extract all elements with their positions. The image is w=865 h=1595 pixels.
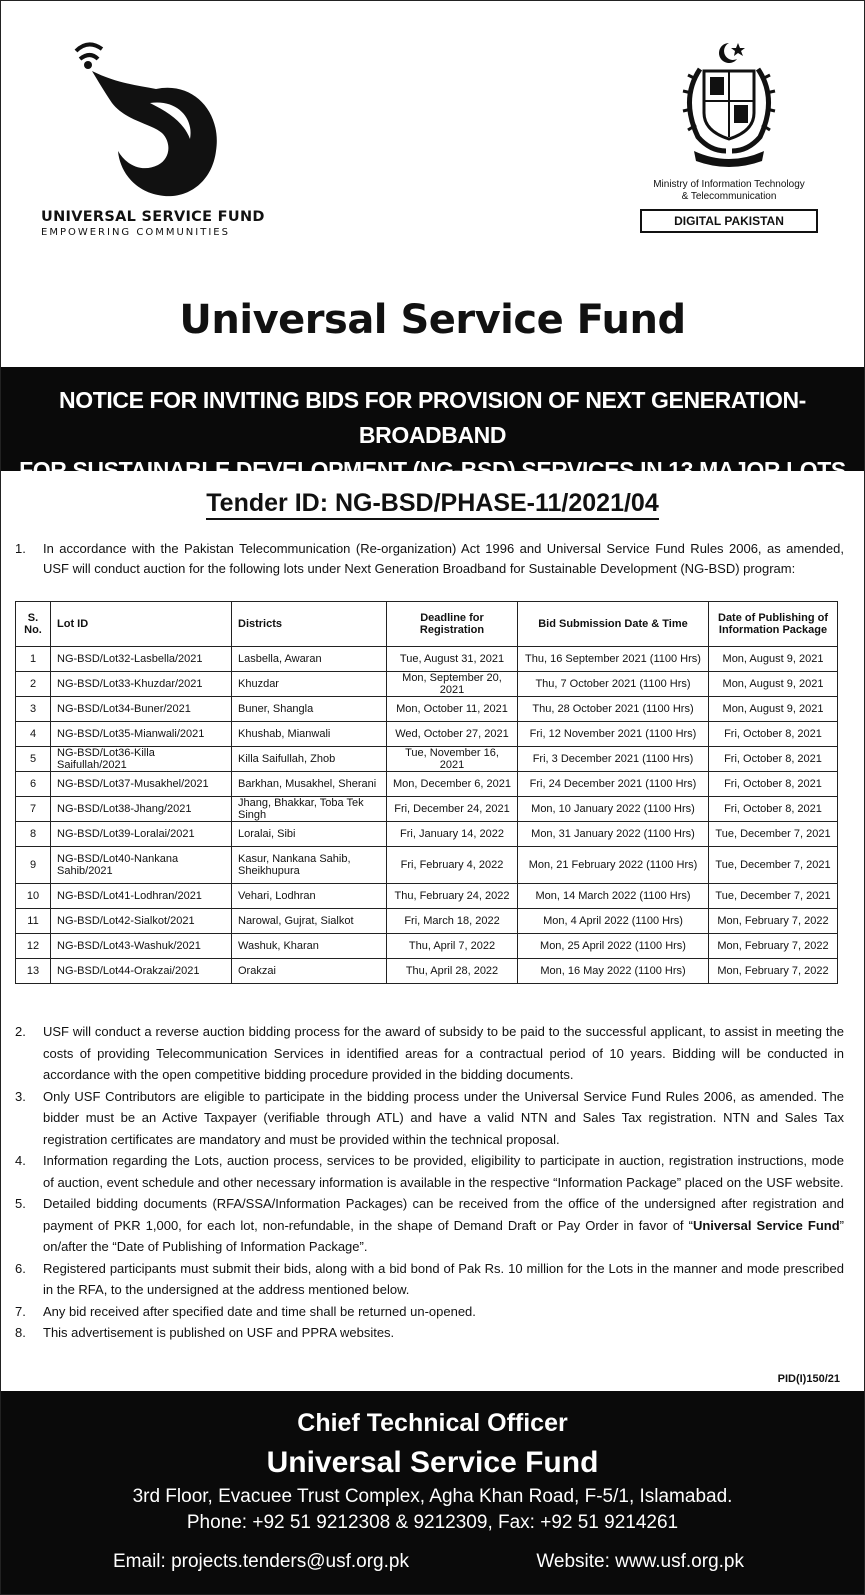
cell-publish-date: Mon, August 9, 2021 — [709, 697, 838, 722]
cell-bid-date: Mon, 16 May 2022 (1100 Hrs) — [518, 959, 709, 984]
cell-lot-id: NG-BSD/Lot40-Nankana Sahib/2021 — [51, 847, 232, 884]
state-emblem-icon — [674, 39, 784, 169]
cell-bid-date: Mon, 25 April 2022 (1100 Hrs) — [518, 934, 709, 959]
notice-banner — [1, 367, 864, 483]
notice-line-2: FOR SUSTAINABLE DEVELOPMENT (NG-BSD) SERVICES IN 13 MAJOR LOTS — [19, 457, 846, 483]
list-item: 3. Only USF Contributors are eligible to participate in the bidding process under the Universal Service Fund Rules 2006, as amended. The bidder must be an Active Taxpayer (verifiable through ATL) and have a valid NTN and Sales Tax registration. NTN and Sales Tax registration certificates are mandatory and must be provided within the technical proposal. — [15, 1088, 844, 1147]
cell-deadline: Thu, April 28, 2022 — [387, 959, 518, 984]
cell-publish-date: Fri, October 8, 2021 — [709, 797, 838, 822]
cell-lot-id: NG-BSD/Lot36-Killa Saifullah/2021 — [51, 747, 232, 772]
table-row — [16, 672, 838, 697]
table-row — [16, 747, 838, 772]
cell-sno: 6 — [16, 772, 51, 797]
tender-id: Tender ID: NG-BSD/PHASE-11/2021/04 — [1, 489, 864, 518]
cell-districts: Washuk, Kharan — [232, 934, 387, 959]
list-item: 7. Any bid received after specified date and time shall be returned un-opened. — [15, 1303, 476, 1319]
list-item: 6. Registered participants must submit their bids, along with a bid bond of Pak Rs. 10 million for the Lots in the manner and mode prescribed in the RFA, to the undersigned at the address mentioned below. — [15, 1260, 844, 1297]
table-row — [16, 934, 838, 959]
terms-list — [15, 1021, 844, 1344]
cell-deadline: Mon, September 20, 2021 — [387, 672, 518, 697]
cell-deadline: Thu, February 24, 2022 — [387, 884, 518, 909]
footer-org: Universal Service Fund — [266, 1446, 599, 1479]
cell-publish-date: Mon, February 7, 2022 — [709, 959, 838, 984]
footer — [1, 1391, 864, 1595]
cell-publish-date: Fri, October 8, 2021 — [709, 747, 838, 772]
cell-lot-id: NG-BSD/Lot32-Lasbella/2021 — [51, 647, 232, 672]
usf-logo — [41, 33, 265, 238]
col-header-publishing: Date of Publishing of Information Package — [709, 602, 838, 647]
footer-address: 3rd Floor, Evacuee Trust Complex, Agha Khan Road, F-5/1, Islamabad. — [132, 1486, 733, 1507]
col-header-districts: Districts — [232, 602, 387, 647]
cell-publish-date: Mon, February 7, 2022 — [709, 909, 838, 934]
paragraph-text: In accordance with the Pakistan Telecommunication (Re-organization) Act 1996 and Universal Service Fund Rules 2006, as amended, USF will conduct auction for the following lots under Next Generation Broadband for Sustainable Development (NG-BSD) program: — [43, 541, 844, 576]
list-item: 5. Detailed bidding documents (RFA/SSA/Information Packages) can be received from the office of the undersigned after registration and payment of PKR 1,000, for each lot, non-refundable, in the shape of Demand Draft or Pay Order in favor of “Universal Service Fund” on/after the “Date of Publishing of Information Package”. — [15, 1196, 844, 1254]
cell-deadline: Fri, December 24, 2021 — [387, 797, 518, 822]
cell-lot-id: NG-BSD/Lot43-Washuk/2021 — [51, 934, 232, 959]
paragraph-1 — [15, 539, 844, 579]
cell-bid-date: Thu, 28 October 2021 (1100 Hrs) — [518, 697, 709, 722]
cell-districts: Lasbella, Awaran — [232, 647, 387, 672]
col-header-deadline: Deadline for Registration — [387, 602, 518, 647]
cell-sno: 13 — [16, 959, 51, 984]
cell-districts: Orakzai — [232, 959, 387, 984]
table-row — [16, 884, 838, 909]
pid-number: PID(I)150/21 — [777, 1373, 840, 1385]
footer-contact — [113, 1551, 744, 1573]
cell-deadline: Wed, October 27, 2021 — [387, 722, 518, 747]
header — [1, 1, 864, 291]
cell-districts: Kasur, Nankana Sahib, Sheikhupura — [232, 847, 387, 884]
cell-publish-date: Fri, October 8, 2021 — [709, 772, 838, 797]
table-row — [16, 959, 838, 984]
footer-email: Email: projects.tenders@usf.org.pk — [113, 1551, 409, 1572]
lots-table — [15, 601, 838, 984]
cell-lot-id: NG-BSD/Lot35-Mianwali/2021 — [51, 722, 232, 747]
cell-sno: 5 — [16, 747, 51, 772]
cell-districts: Khushab, Mianwali — [232, 722, 387, 747]
cell-bid-date: Fri, 12 November 2021 (1100 Hrs) — [518, 722, 709, 747]
cell-bid-date: Mon, 21 February 2022 (1100 Hrs) — [518, 847, 709, 884]
cell-districts: Buner, Shangla — [232, 697, 387, 722]
cell-deadline: Fri, March 18, 2022 — [387, 909, 518, 934]
cell-districts: Khuzdar — [232, 672, 387, 697]
cell-sno: 3 — [16, 697, 51, 722]
cell-publish-date: Mon, August 9, 2021 — [709, 647, 838, 672]
paragraph-number: 1. — [15, 541, 26, 556]
cell-bid-date: Thu, 7 October 2021 (1100 Hrs) — [518, 672, 709, 697]
footer-phone: Phone: +92 51 9212308 & 9212309, Fax: +92 51 9214261 — [186, 1512, 679, 1533]
cell-publish-date: Tue, December 7, 2021 — [709, 847, 838, 884]
cell-deadline: Tue, November 16, 2021 — [387, 747, 518, 772]
cell-bid-date: Mon, 10 January 2022 (1100 Hrs) — [518, 797, 709, 822]
cell-publish-date: Fri, October 8, 2021 — [709, 722, 838, 747]
cell-lot-id: NG-BSD/Lot38-Jhang/2021 — [51, 797, 232, 822]
usf-logo-tagline: EMPOWERING COMMUNITIES — [41, 227, 230, 238]
usf-logo-name: UNIVERSAL SERVICE FUND — [41, 209, 265, 225]
cell-sno: 10 — [16, 884, 51, 909]
cell-sno: 4 — [16, 722, 51, 747]
ministry-name: Ministry of Information Technology & Telecommunication — [653, 179, 805, 202]
cell-districts: Barkhan, Musakhel, Sherani — [232, 772, 387, 797]
footer-role: Chief Technical Officer — [297, 1409, 568, 1437]
cell-publish-date: Mon, August 9, 2021 — [709, 672, 838, 697]
cell-lot-id: NG-BSD/Lot42-Sialkot/2021 — [51, 909, 232, 934]
cell-deadline: Tue, August 31, 2021 — [387, 647, 518, 672]
col-header-bid-submission: Bid Submission Date & Time — [518, 602, 709, 647]
cell-deadline: Thu, April 7, 2022 — [387, 934, 518, 959]
cell-sno: 9 — [16, 847, 51, 884]
cell-sno: 8 — [16, 822, 51, 847]
cell-sno: 7 — [16, 797, 51, 822]
cell-districts: Loralai, Sibi — [232, 822, 387, 847]
table-row — [16, 772, 838, 797]
col-header-sno: S. No. — [16, 602, 51, 647]
digital-pakistan-label: DIGITAL PAKISTAN — [640, 209, 818, 233]
cell-publish-date: Mon, February 7, 2022 — [709, 934, 838, 959]
table-row — [16, 647, 838, 672]
list-item: 8. This advertisement is published on USF and PPRA websites. — [15, 1325, 395, 1340]
cell-bid-date: Mon, 31 January 2022 (1100 Hrs) — [518, 822, 709, 847]
cell-districts: Narowal, Gujrat, Sialkot — [232, 909, 387, 934]
table-row — [16, 697, 838, 722]
list-item: 4. Information regarding the Lots, auction process, services to be provided, eligibility to participate in auction, registration instructions, mode of auction, event schedule and other necessary information is available in the respective “Information Package” placed on the USF website. — [15, 1153, 844, 1190]
cell-sno: 11 — [16, 909, 51, 934]
cell-sno: 12 — [16, 934, 51, 959]
page-title: Universal Service Fund — [179, 297, 686, 343]
list-item: 2. USF will conduct a reverse auction bidding process for the award of subsidy to be paid to the successful applicant, to assist in meeting the costs of providing Telecommunication Services in identified areas for a contractual period of 10 years. Bidding will be conducted in accordance with the open competitive bidding procedure provided in the bidding documents. — [15, 1024, 844, 1082]
cell-bid-date: Fri, 24 December 2021 (1100 Hrs) — [518, 772, 709, 797]
cell-bid-date: Mon, 4 April 2022 (1100 Hrs) — [518, 909, 709, 934]
notice-line-1: NOTICE FOR INVITING BIDS FOR PROVISION OF NEXT GENERATION- BROADBAND — [59, 387, 806, 448]
table-header-row — [16, 602, 838, 647]
cell-deadline: Mon, December 6, 2021 — [387, 772, 518, 797]
government-emblem — [634, 39, 824, 233]
cell-bid-date: Mon, 14 March 2022 (1100 Hrs) — [518, 884, 709, 909]
cell-lot-id: NG-BSD/Lot37-Musakhel/2021 — [51, 772, 232, 797]
cell-lot-id: NG-BSD/Lot44-Orakzai/2021 — [51, 959, 232, 984]
table-row — [16, 797, 838, 822]
cell-bid-date: Fri, 3 December 2021 (1100 Hrs) — [518, 747, 709, 772]
cell-districts: Jhang, Bhakkar, Toba Tek Singh — [232, 797, 387, 822]
table-row — [16, 847, 838, 884]
usf-emblem-icon — [66, 33, 226, 205]
cell-districts: Vehari, Lodhran — [232, 884, 387, 909]
cell-sno: 1 — [16, 647, 51, 672]
col-header-lot-id: Lot ID — [51, 602, 232, 647]
table-row — [16, 909, 838, 934]
cell-publish-date: Tue, December 7, 2021 — [709, 822, 838, 847]
cell-lot-id: NG-BSD/Lot33-Khuzdar/2021 — [51, 672, 232, 697]
table-row — [16, 822, 838, 847]
cell-bid-date: Thu, 16 September 2021 (1100 Hrs) — [518, 647, 709, 672]
cell-publish-date: Tue, December 7, 2021 — [709, 884, 838, 909]
cell-districts: Killa Saifullah, Zhob — [232, 747, 387, 772]
cell-deadline: Fri, January 14, 2022 — [387, 822, 518, 847]
cell-sno: 2 — [16, 672, 51, 697]
cell-deadline: Mon, October 11, 2021 — [387, 697, 518, 722]
cell-lot-id: NG-BSD/Lot39-Loralai/2021 — [51, 822, 232, 847]
footer-website: Website: www.usf.org.pk — [536, 1551, 744, 1572]
cell-deadline: Fri, February 4, 2022 — [387, 847, 518, 884]
table-row — [16, 722, 838, 747]
cell-lot-id: NG-BSD/Lot41-Lodhran/2021 — [51, 884, 232, 909]
cell-lot-id: NG-BSD/Lot34-Buner/2021 — [51, 697, 232, 722]
